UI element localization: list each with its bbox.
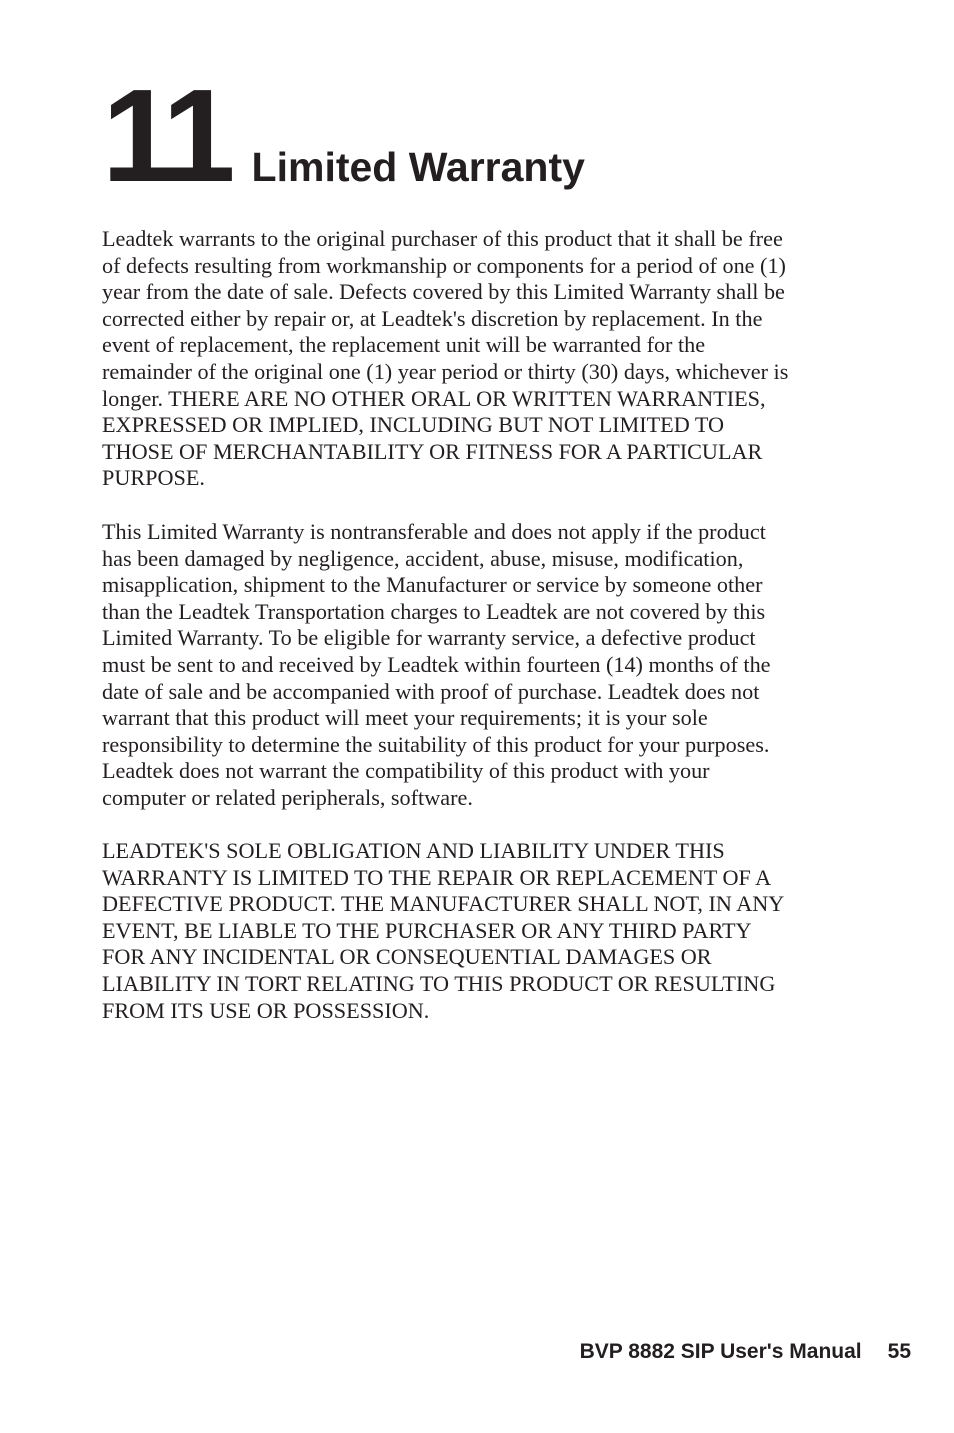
text-line: Leadtek warrants to the original purchaser of this product that it shall be free xyxy=(102,226,783,251)
text-line: Leadtek does not warrant the compatibility of this product with your xyxy=(102,758,710,784)
text-line: computer or related peripherals, software. xyxy=(102,784,473,810)
text-line: PURPOSE. xyxy=(102,465,205,491)
text-line: remainder of the original one (1) year period or thirty (30) days, whichever is xyxy=(102,358,789,384)
text-line: longer. THERE ARE NO OTHER ORAL OR WRITTEN WARRANTIES, xyxy=(102,385,766,411)
text-line: FROM ITS USE OR POSSESSION. xyxy=(102,997,430,1023)
text-line: DEFECTIVE PRODUCT. THE MANUFACTURER SHALL NOT, IN ANY xyxy=(102,891,785,917)
text-line: has been damaged by negligence, accident, abuse, misuse, modification, xyxy=(102,545,744,571)
text-line: event of replacement, the replacement unit will be warranted for the xyxy=(102,332,706,358)
text-line: THOSE OF MERCHANTABILITY OR FITNESS FOR A PARTICULAR xyxy=(102,438,763,464)
page-footer xyxy=(580,1339,911,1365)
chapter-number: 11 xyxy=(102,62,230,209)
page-number: 55 xyxy=(887,1340,911,1363)
text-line: corrected either by repair or, at Leadtek's discretion by replacement. In the xyxy=(102,305,763,331)
text-line: warrant that this product will meet your requirements; it is your sole xyxy=(102,705,708,731)
text-line: This Limited Warranty is nontransferable and does not apply if the product xyxy=(102,519,766,544)
text-line: responsibility to determine the suitability of this product for your purposes. xyxy=(102,731,770,757)
warranty-paragraph-3 xyxy=(102,838,862,1024)
text-line: date of sale and be accompanied with proof of purchase. Leadtek does not xyxy=(102,678,760,704)
text-line: LEADTEK'S SOLE OBLIGATION AND LIABILITY UNDER THIS xyxy=(102,838,725,863)
text-line: must be sent to and received by Leadtek within fourteen (14) months of the xyxy=(102,651,771,677)
warranty-paragraph-1 xyxy=(102,226,862,492)
text-line: of defects resulting from workmanship or components for a period of one (1) xyxy=(102,252,786,278)
text-line: year from the date of sale. Defects covered by this Limited Warranty shall be xyxy=(102,279,785,305)
text-line: WARRANTY IS LIMITED TO THE REPAIR OR REPLACEMENT OF A xyxy=(102,864,772,890)
text-line: than the Leadtek Transportation charges to Leadtek are not covered by this xyxy=(102,598,766,624)
text-line: FOR ANY INCIDENTAL OR CONSEQUENTIAL DAMAGES OR xyxy=(102,944,712,970)
chapter-title: Limited Warranty xyxy=(251,144,585,190)
text-line: EXPRESSED OR IMPLIED, INCLUDING BUT NOT LIMITED TO xyxy=(102,412,725,438)
text-line: LIABILITY IN TORT RELATING TO THIS PRODUCT OR RESULTING xyxy=(102,970,776,996)
text-line: Limited Warranty. To be eligible for warranty service, a defective product xyxy=(102,625,756,651)
warranty-paragraph-2 xyxy=(102,519,862,812)
manual-title: BVP 8882 SIP User's Manual xyxy=(579,1340,862,1363)
text-line: misapplication, shipment to the Manufacturer or service by someone other xyxy=(102,572,763,598)
chapter-heading xyxy=(102,62,585,209)
text-line: EVENT, BE LIABLE TO THE PURCHASER OR ANY THIRD PARTY xyxy=(102,917,752,943)
